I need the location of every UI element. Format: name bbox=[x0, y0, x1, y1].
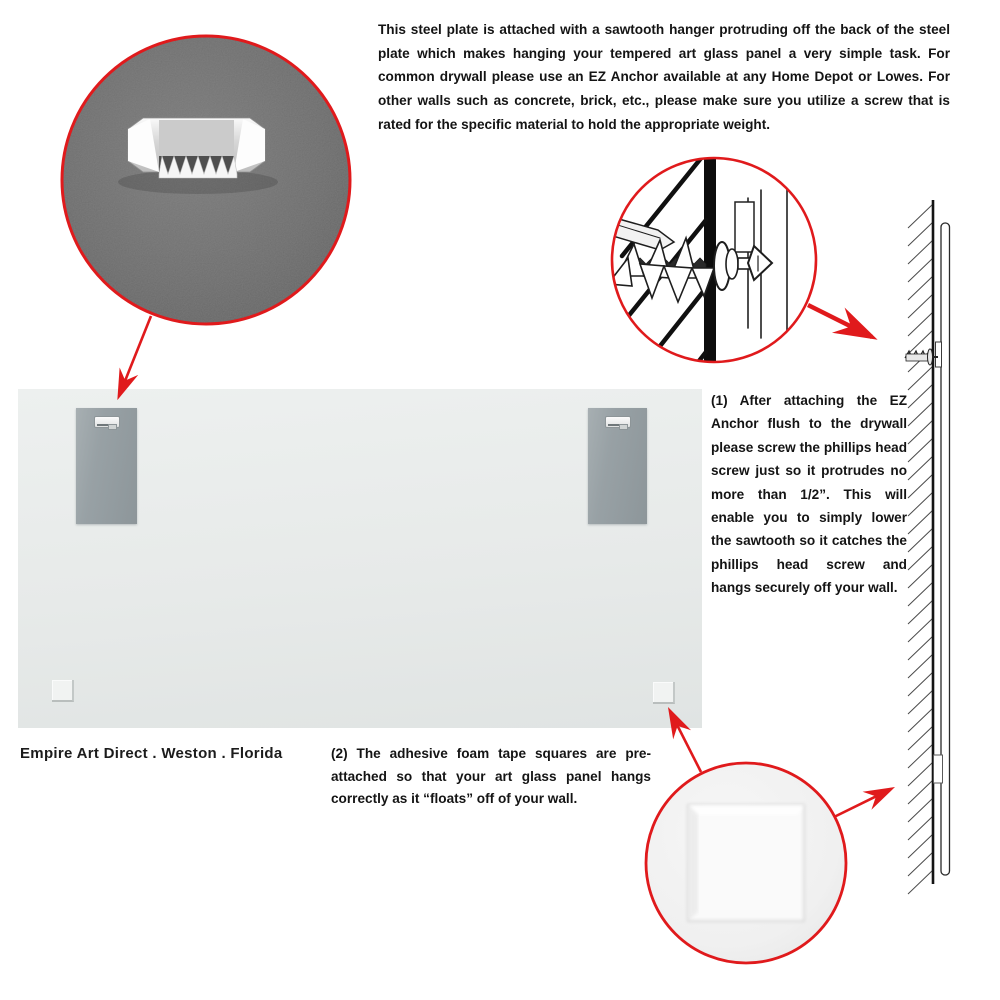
foam-tape-side-view bbox=[934, 755, 943, 783]
sawtooth-hanger-icon bbox=[128, 118, 265, 178]
intro-paragraph: This steel plate is attached with a sawtooth hanger protruding off the back of the steel plate which makes hanging your tempered art glass panel a very simple task. For common drywall please use an EZ Anchor available at any Home Depot or Lowes. For other walls such as concrete, brick, etc., please make sure you utilize a screw that is rated for the specific material to hold the appropriate weight. bbox=[378, 22, 950, 132]
sawtooth-hanger-closeup-photo bbox=[58, 32, 354, 328]
foam-tape-square-bottom-right bbox=[653, 682, 675, 704]
sawtooth-hanger-right-icon bbox=[605, 416, 631, 428]
steel-plate-left bbox=[76, 408, 137, 524]
arrow-sawtooth-to-plate bbox=[119, 316, 151, 396]
step-1-text: (1) After attaching the EZ Anchor flush to the drywall please screw the phillips head screw just so it protrudes no more than 1/2”. This will enable you to simply lower the sawtooth so it catches the phillips head screw and hangs securely off your wall. bbox=[711, 393, 907, 596]
step-2-text: (2) The adhesive foam tape squares are pre-attached so that your art glass panel hangs correctly as it “floats” off of your wall. bbox=[331, 746, 651, 807]
back-of-art-glass-panel bbox=[18, 389, 702, 728]
wall-hatching bbox=[908, 204, 933, 894]
adhesive-foam-tape-square-photo bbox=[643, 760, 849, 966]
brand-line: Empire Art Direct . Weston . Florida bbox=[20, 745, 283, 762]
sawtooth-hanger-left-icon bbox=[94, 416, 120, 428]
steel-plate-right bbox=[588, 408, 647, 524]
foam-tape-square-bottom-left bbox=[52, 680, 74, 702]
foam-square-icon bbox=[688, 805, 804, 921]
ez-anchor-in-drywall-diagram bbox=[600, 146, 830, 376]
sawtooth-side-view bbox=[936, 342, 942, 367]
sawtooth-catch-outline bbox=[735, 202, 754, 252]
